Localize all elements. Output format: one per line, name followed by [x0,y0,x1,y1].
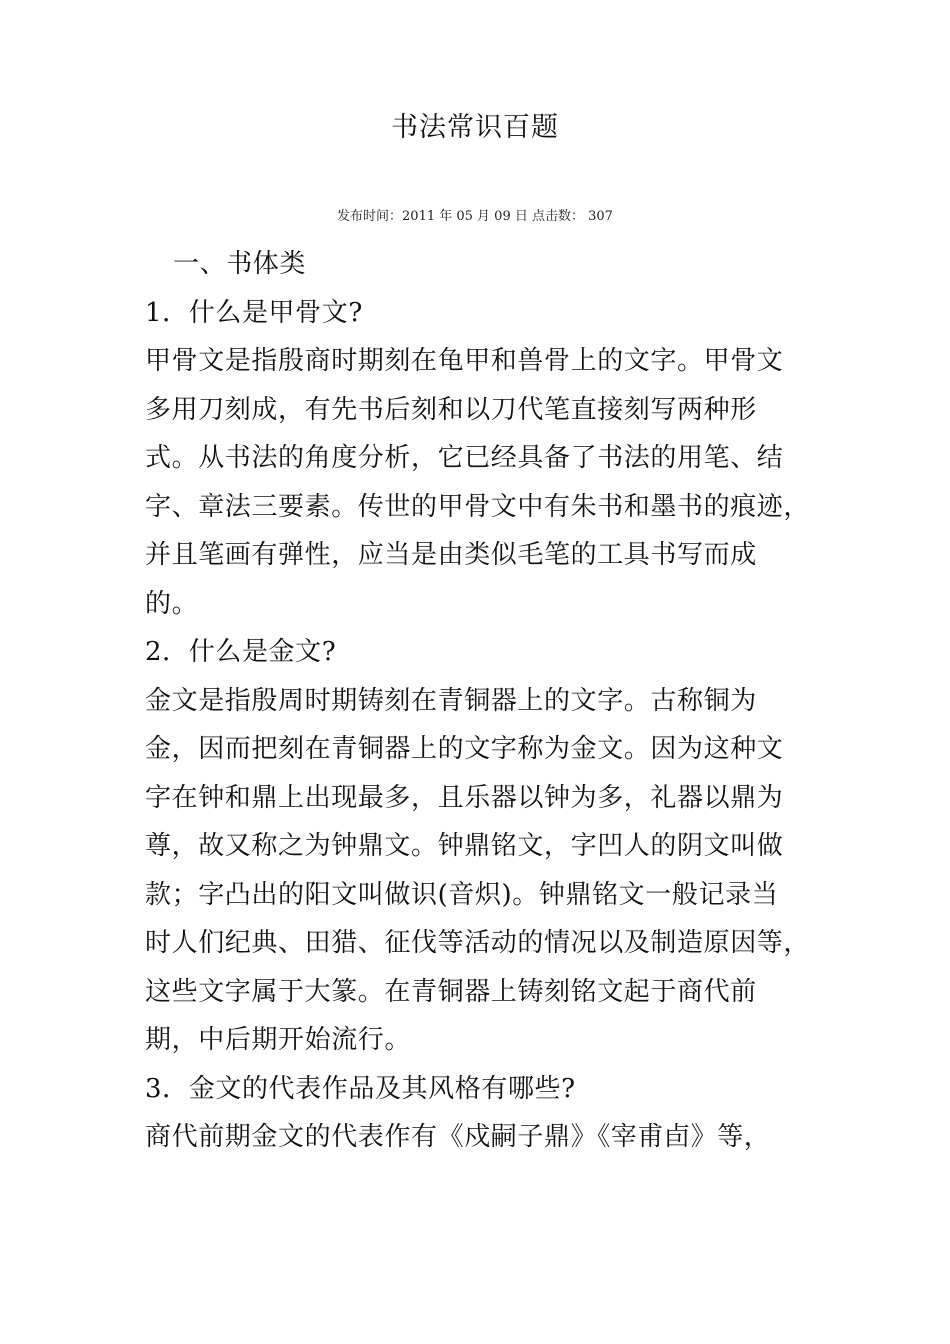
paragraph-line: 金，因而把刻在青铜器上的文字称为金文。因为这种文 [145,734,784,764]
paragraph-line: 尊，故又称之为钟鼎文。钟鼎铭文，字凹人的阴文叫做 [145,831,784,861]
document-title: 书法常识百题 [391,112,559,143]
paragraph-line: 商代前期金文的代表作有《戍嗣子鼎》《宰甫卣》等， [145,1122,771,1152]
publish-info: 发布时间：2011 年 05 月 09 日 点击数： 307 [337,209,613,224]
paragraph-line: 并且笔画有弹性，应当是由类似毛笔的工具书写而成 [145,540,757,570]
section-heading: 一、书体类 [173,249,307,279]
paragraph-line: 的。 [145,588,199,619]
paragraph-line: 甲骨文是指殷商时期刻在龟甲和兽骨上的文字。甲骨文 [145,346,784,376]
paragraph-line: 这些文字属于大篆。在青铜器上铸刻铭文起于商代前 [145,976,757,1007]
question-heading: 1．什么是甲骨文? [145,297,363,328]
paragraph-line: 字、章法三要素。传世的甲骨文中有朱书和墨书的痕迹， [145,491,811,522]
paragraph-line: 款；字凸出的阳文叫做识(音炽)。钟鼎铭文一般记录当 [145,879,779,910]
paragraph-line: 时人们纪典、田猎、征伐等活动的情况以及制造原因等， [145,928,811,958]
paragraph-line: 多用刀刻成，有先书后刻和以刀代笔直接刻写两种形 [145,394,757,425]
paragraph-line: 式。从书法的角度分析，它已经具备了书法的用笔、结 [145,443,784,473]
article-body [145,240,817,1162]
paragraph-line: 字在钟和鼎上出现最多，且乐器以钟为多，礼器以鼎为 [145,782,784,813]
paragraph-line: 期，中后期开始流行。 [145,1025,412,1055]
question-heading: 2．什么是金文? [145,637,337,667]
paragraph-line: 金文是指殷周时期铸刻在青铜器上的文字。古称铜为 [145,685,757,716]
question-heading: 3．金文的代表作品及其风格有哪些? [145,1073,576,1104]
